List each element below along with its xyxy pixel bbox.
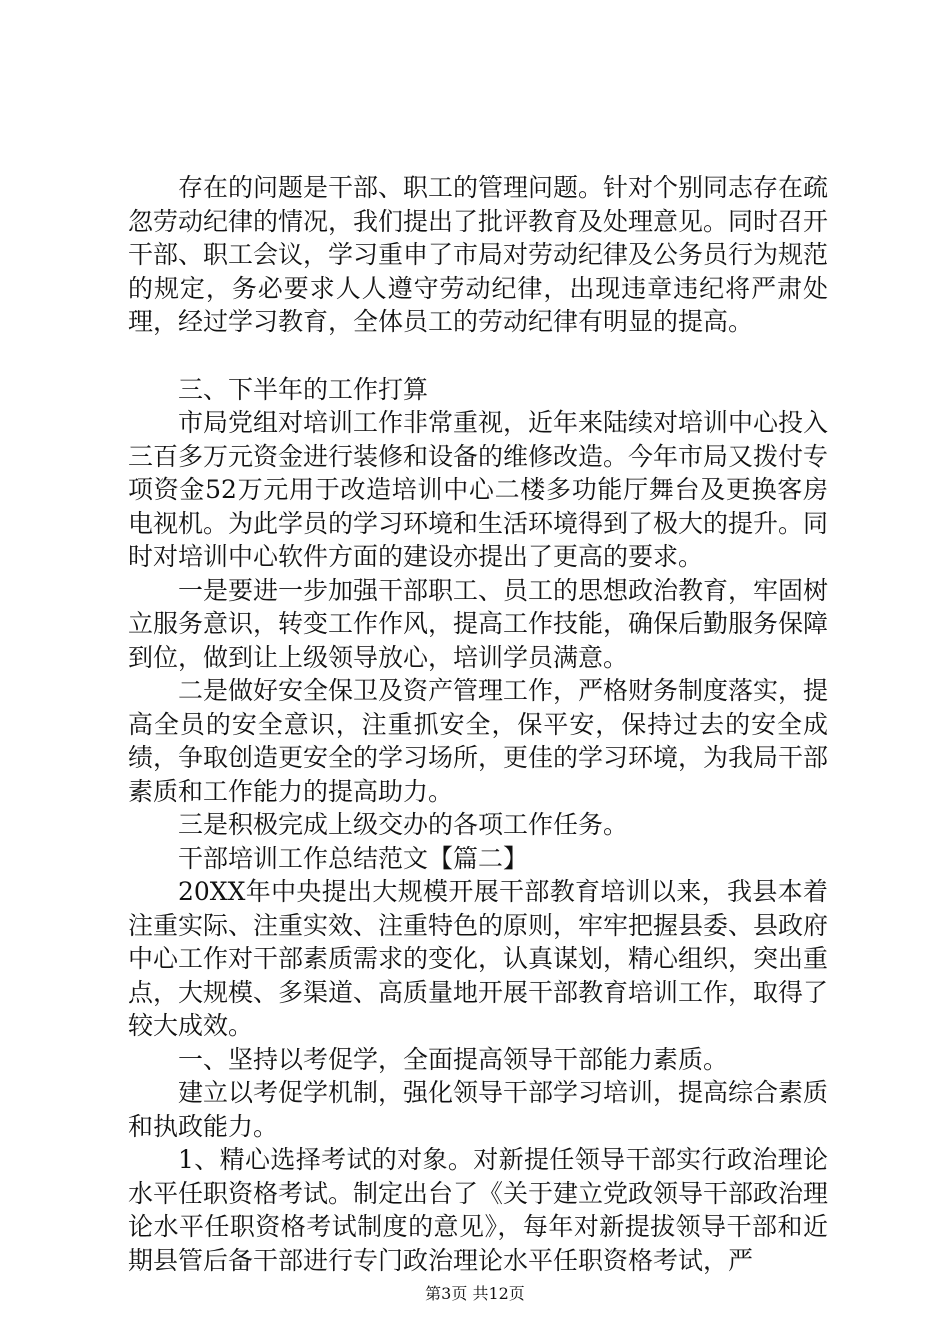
paragraph-investment: 市局党组对培训工作非常重视，近年来陆续对培训中心投入三百多万元资金进行装修和设备的维修改造。今年市局又拨付专项资金52万元用于改造培训中心二楼多功能厅舞台及更换客房电视机。为此学员的学习环境和生活环境得到了极大的提升。同时对培训中心软件方面的建设亦提出了更高的要求。 xyxy=(128,408,829,571)
paragraph-labor-discipline: 存在的问题是干部、职工的管理问题。针对个别同志存在疏忽劳动纪律的情况，我们提出了批评教育及处理意见。同时召开干部、职工会议，学习重申了市局对劳动纪律及公务员行为规范的规定，务必要求人人遵守劳动纪律，出现违章违纪将严肃处理，经过学习教育，全体员工的劳动纪律有明显的提高。 xyxy=(128,173,829,336)
paragraph-exam-mechanism: 建立以考促学机制，强化领导干部学习培训，提高综合素质和执政能力。 xyxy=(128,1078,829,1141)
page-number-footer: 第3页 共12页 xyxy=(425,1284,525,1303)
article-title-part-two: 干部培训工作总结范文【篇二】 xyxy=(178,843,529,873)
paragraph-point-one: 一是要进一步加强干部职工、员工的思想政治教育，牢固树立服务意识，转变工作作风，提高工作技能，确保后勤服务保障到位，做到让上级领导放心，培训学员满意。 xyxy=(128,575,829,672)
document-body xyxy=(128,171,828,1277)
section-heading-second-half-plan: 三、下半年的工作打算 xyxy=(178,374,429,404)
section-heading-exam-promote-study: 一、坚持以考促学，全面提高领导干部能力素质。 xyxy=(178,1044,729,1074)
paragraph-point-three: 三是积极完成上级交办的各项工作任务。 xyxy=(178,810,629,839)
paragraph-exam-targets: 1、精心选择考试的对象。对新提任领导干部实行政治理论水平任职资格考试。制定出台了《关于建立党政领导干部政治理论水平任职资格考试制度的意见》，每年对新提拔领导干部和近期县管后备干部进行专门政治理论水平任职资格考试，严 xyxy=(128,1145,829,1275)
paragraph-intro-part-two: 20XX年中央提出大规模开展干部教育培训以来，我县本着注重实际、注重实效、注重特色的原则，牢牢把握县委、县政府中心工作对干部素质需求的变化，认真谋划，精心组织，突出重点，大规模、多渠道、高质量地开展干部教育培训工作，取得了较大成效。 xyxy=(128,877,829,1040)
paragraph-point-two: 二是做好安全保卫及资产管理工作，严格财务制度落实，提高全员的安全意识，注重抓安全，保平安，保持过去的安全成绩，争取创造更安全的学习场所，更佳的学习环境，为我局干部素质和工作能力的提高助力。 xyxy=(128,676,829,806)
